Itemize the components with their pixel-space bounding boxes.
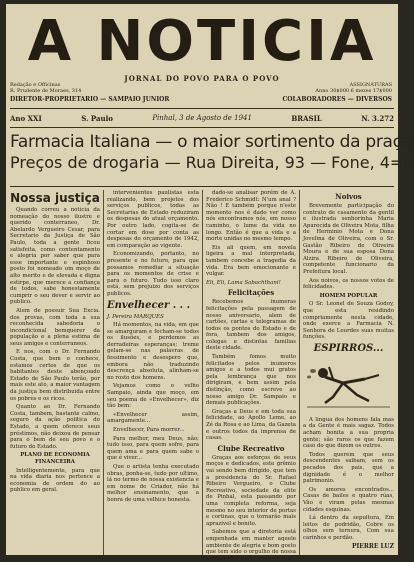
masthead (6, 4, 398, 116)
article-paragraph: Também fomos muito felicitados pelos inumeros amigos e a todos mui gratos pela lembrança que nos dirigiram, e bem assim pela distinção, como escreve ao nosso amigo Dr. Sampaio e demais publicações. (206, 354, 296, 407)
article-signature: PIERRE LUZ (351, 542, 394, 550)
issue-city: S. Paulo (81, 113, 113, 123)
article-paragraph: O Sr. Leonel de Souza Godoy, que esta residindo compriamente nesta cidade, onde exerce a Farmacia N. Senhora de Lourdes suas muitas funções. (303, 301, 394, 341)
dateline (10, 111, 394, 125)
newspaper-title: A NOTICIA (27, 9, 377, 74)
column-divider (299, 190, 300, 555)
article-title-clube-recreativo: Clube Recreativo (217, 443, 285, 453)
article-paragraph: Que o artista tenha executado obras, ponha-se, tudo por ultimo, lá no termo de nossa existencia e em nome de Criador, não há melhor ensinamento, que a honra de uma velhice honesta. (107, 463, 199, 503)
column-divider (103, 190, 104, 555)
subscriptions (302, 82, 392, 94)
article-quote: «Envelhecer assim, amargamente... (107, 411, 199, 425)
collaborators-label: COLABORADORES — DIVERSOS (282, 96, 392, 103)
column-3 (206, 190, 296, 562)
column-divider (202, 190, 203, 555)
newspaper-page (6, 4, 414, 562)
article-title-espirros: ESPIRROS... (313, 342, 384, 354)
column-4 (303, 190, 394, 555)
article-paragraph: Todos querem que seus descendentes saibam, sem os pecados dos pais, que a dignidade é o melhor patrimonio. (303, 451, 394, 485)
article-title-nossa-justica: Nossa justiça (10, 191, 100, 205)
issue-year: Ano XXI (10, 113, 42, 123)
article-paragraph: Intelligentemente, para que na vida diaria nos pertence a economia de ordem do ao publico em geral. (10, 467, 100, 494)
article-paragraph: Economizando, portanto, no presente e no futuro, para que possamos remediar a situação para os momentos de crise e para o futuro. Tudo isso claro está, sem prejuizo dos serviços publicos. (107, 251, 199, 297)
issue-date: Pinhal, 3 de Agosto de 1941 (152, 114, 252, 122)
article-paragraph: Brevemente participação do contrato de casamento da gentil e ilustrada senhorinha Maria Aparecida de Oliveira Mota, filha de Herminio Mota e Dona Jovelina de Oliveira, com o Sr. Gastão Ribeiro de Oliveira Moura e de sua esposa Dona Alzira Ribeiro de Oliveira, competente funcionario da Prefeitura local. (303, 203, 394, 275)
article-quote: Envelhecer, Para morrer... (113, 427, 185, 433)
article-title-felicitacoes: Felicitações (227, 288, 275, 298)
article-paragraph: Aos noivos, os nossos votos de felicidades. (303, 277, 394, 291)
issue-number: N. 3.272 (361, 113, 394, 123)
masthead-divider-bottom (10, 127, 394, 128)
article-columns (10, 190, 394, 562)
article-paragraph: Alem de possuir Sua Excia. dos provas, com toda a sua reconhecida sabedoria o incondicional bemquerer da população e a plena estima de seus amigos e conterraneos. (10, 307, 100, 347)
article-paragraph: Há momentos, na vida, em que se amarguram e fecham-se todos os ilusões, e perdemos as derradeiras esperanças; treme gelam-se nas palavras de fessimento e desespero que, embora não traduzindo descrença absoluta, alinham-se no rosto dos homens. (107, 322, 199, 381)
article-paragraph: A lingua dos homens fala mas a da Gente é mais sagaz. Todos acham bonita a sua propria gente; são raros os que fazem caso do que dizem os outros. (303, 416, 394, 450)
editorial-address (10, 82, 120, 94)
article-paragraph: Recebemos inumeras felicitações pela passagem de nosso aniversario, alem de cartões, cartas e telegramas de todos os pontos do Estado e de fora, tambem dos amigos, colegas e distintas familias deste cidade. (206, 299, 296, 352)
article-paragraph: E nos, com o Dr. Fernando Costa, que bem o conhece, estamos certos de que os habitantes deste abençoado Estado de São Paulo terão, por mais este ato, a maior vantagem da justiça bem distribuida entre os pobres e os ricos. (10, 349, 100, 402)
ad-headline: Farmacia Italiana — o maior sortimento da praça (10, 132, 412, 152)
article-title-noivos: Noivos (335, 192, 362, 201)
column-2 (107, 190, 199, 555)
address-line-1: Redação e Officinas (10, 82, 61, 88)
address-line-2: R. Prudente de Moraes, 314 (10, 88, 82, 94)
director-label: DIRETOR-PROPRIETARIO — SAMPAIO JUNIOR (10, 96, 170, 103)
article-paragraph: Para melhor, meu Deus, não; tudo isso, para quem sofre, para quem ama e para quem sabe o que é viver... (107, 435, 199, 462)
article-paragraph: Lá dentro da sepultura, Em leitos de podridão, Cobre os olhos sem ternura, Com sua carinhos e perdão. (303, 515, 394, 541)
section-subheading: PLANO DE ECONOMIA FINANCEIRA (20, 452, 90, 465)
ad-divider (10, 186, 394, 187)
article-paragraph: Graças aos esforços de seus moços e dedicados, este grêmio vai sendo bem dirigido, que tem a presidencia do Sr. Rafael Ribeiro Vergueiro, o Clube Recreativo, sociedade da elite de Pinhal, esta passando por uma completa reforma, seja mesmo no seu interior de portas e cortinas, que o tornarão mais aprazivel e bonito. (206, 454, 296, 527)
ad-subline: Preços de drogaria — Rua Direita, 93 — Fone, 4=0 (10, 153, 414, 172)
column-1 (10, 190, 100, 555)
cartoon-illustration (303, 357, 394, 415)
article-byline: J. Pereira MARQUES (107, 313, 164, 320)
article-paragraph: Quando correu a noticia da nomeação do nosso ilustre e querido conterraneo, Dr. Abelardo Vergueiro Cesar, para Secretario da Justiça de São Paulo, toda a gente ficou satisfeita, como contentamento e alegria por saber que para esse importante e espinhoso posto foi nomeado um moço de alto merito e de elevada e digna estirpe, que merece a confiança de todos, sabe honestamente cumprir o seu dever e servir ao publico. (10, 207, 100, 306)
article-signature: Eli, Eli, Lama Sabachthani! (206, 279, 281, 286)
article-paragraph: Os amores encontrados... Casas de bailes e quatro rúas, Vão e viram pelas mesmas cidades esquinas. (303, 486, 394, 513)
subscriptions-label: ASSIGNATURAS (349, 82, 392, 88)
article-paragraph: dado-se analisar porém de A. Frederico Schmidt: N'um anal ? Não ! E também porque n'este momento nos é dado ver como nós encontramos nós, em nosso caminho, o lume da vida no longo. Então é que a vida e a morte unidas no mesmo tempo. (206, 190, 296, 243)
pharmacy-advertisement (10, 132, 414, 184)
masthead-divider-top (10, 108, 394, 109)
article-paragraph: Sabemos que a diretoria está empenhada em manter aquele ambiente de alegria e bom gosto que tem sido o orgulho de nossa sociedade. (206, 529, 296, 562)
subscriptions-prices: Anno 30$000 6 mezes 17$000 (315, 88, 392, 94)
issue-country: BRASIL (291, 113, 322, 123)
article-paragraph: Vejamos como o velho Sampaio, ainda que moço, em seu poema de «Envelhecer», diz tão bem: (107, 383, 199, 410)
newspaper-subtitle: JORNAL DO POVO PARA O POVO (124, 74, 280, 83)
article-title-envelhecer: Envelhecer . . . (107, 299, 191, 311)
staff-line (10, 96, 392, 103)
article-paragraph: Graças a Deus e em toda sua felicidade, ao Apollo Leme, ao Zé da Rosa e ao Lima, da Gazeta e outros todos da imprensa de casas. (206, 408, 296, 442)
article-paragraph: intervenientes paulistas esta realizando, bem projetos dos serviços publicos, todas as Secretarias de Estado reduziram os despesas do atual orçamento. Por outro lado, cogita-se de cortar em dose por conta as despesas do orçamento de 1942, em comparação ao vigente. (107, 190, 199, 249)
section-subheading: HOMEM POPULAR (319, 292, 378, 299)
running-figure-icon (303, 357, 394, 415)
article-paragraph: Quanto ao Dr. Fernando Costa, tambem, bastante calmo, seguro da ação politica do Estado, a quem oferece seus préstimos, não deixou de pensar para o bem de seu povo e o futuro do Estado. (10, 404, 100, 450)
article-paragraph: Eis ali quem, em novela ligeira a mal interpretada, tambem concebe a tragedia da vida. Era bem emocionante e vulgar. (206, 244, 296, 278)
